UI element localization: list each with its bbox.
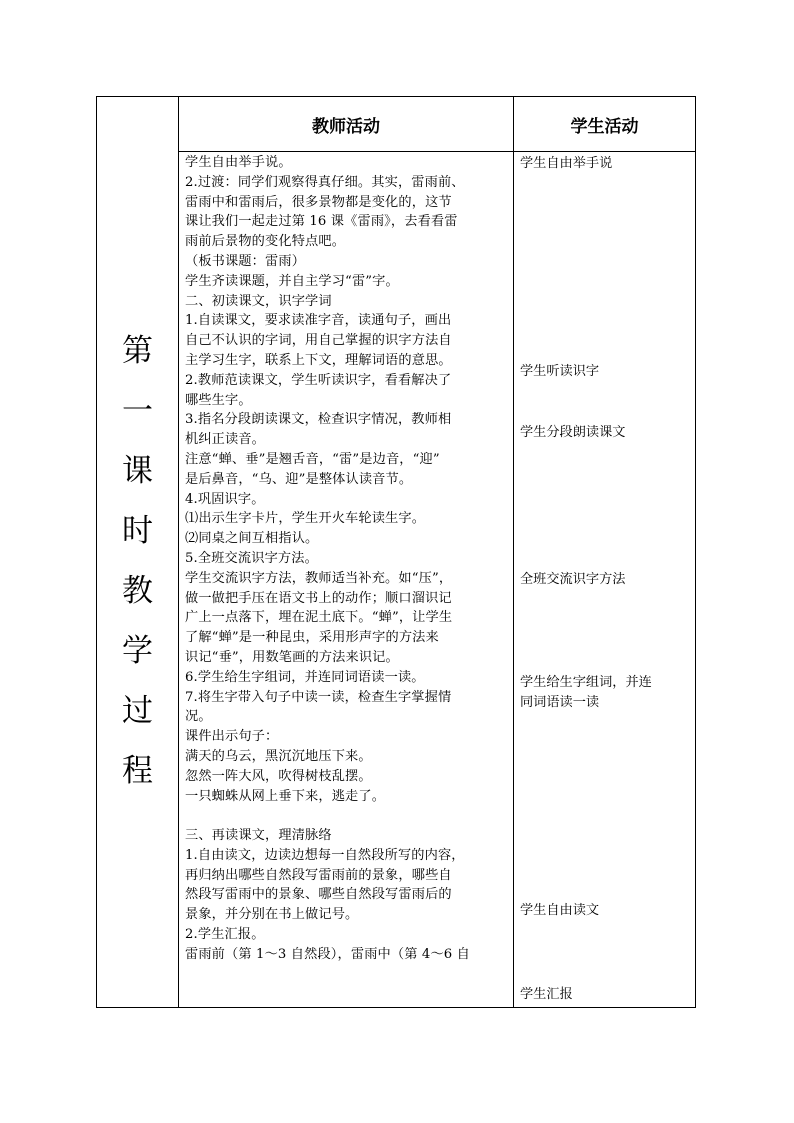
side-title-char: 时	[122, 513, 153, 549]
teacher-text-line: 学生齐读课题，并自主学习“雷”字。	[185, 273, 399, 289]
student-note-line: 全班交流识字方法	[520, 572, 626, 587]
student-note	[520, 423, 690, 443]
teacher-text-line: 了解“蝉”是一种昆虫，采用形声字的方法来	[185, 630, 439, 646]
teacher-text-line: ⑵同桌之间互相指认。	[185, 531, 319, 547]
side-title-char: 过	[122, 693, 153, 729]
teacher-text-line: 1.自由读文，边读边想每一自然段所写的内容，	[185, 847, 465, 863]
side-title	[97, 303, 178, 801]
student-note	[520, 985, 690, 1005]
teacher-text-line: 5.全班交流识字方法。	[185, 550, 318, 566]
teacher-text-line: 是后鼻音，“乌、迎”是整体认读音节。	[185, 471, 413, 487]
teacher-text-line: 一只蜘蛛从网上垂下来，逃走了。	[185, 788, 386, 804]
side-title-char: 第	[122, 333, 153, 369]
teacher-text-line: 学生交流识字方法，教师适当补充。如“压”，	[185, 570, 453, 586]
side-title-char: 课	[122, 453, 153, 489]
student-note-line: 学生汇报	[520, 987, 573, 1002]
teacher-activity-header: 教师活动	[179, 97, 514, 152]
teacher-text-line: 6.学生给生字组词，并连同词语读一读。	[185, 669, 425, 685]
table-header-row	[97, 97, 696, 152]
student-note-line: 同词语读一读	[520, 694, 600, 710]
teacher-text-line: 满天的乌云，黑沉沉地压下来。	[185, 748, 372, 764]
teacher-text-line: 雷雨前（第 1～3 自然段），雷雨中（第 4～6 自	[185, 946, 471, 962]
teacher-text-line: 况。	[185, 709, 212, 725]
side-title-char: 教	[122, 573, 153, 609]
teacher-activity-cell	[179, 152, 514, 1008]
side-title-char: 学	[122, 633, 153, 669]
teacher-text-line: ⑴出示生字卡片，学生开火车轮读生字。	[185, 511, 426, 527]
teacher-activity-text	[179, 152, 513, 1007]
teacher-text-line: 广上一点落下，埋在泥土底下。“蝉”，让学生	[185, 610, 453, 626]
teacher-text-line: 再归纳出哪些自然段写雷雨前的景象，哪些自	[185, 867, 452, 883]
teacher-text-line: 然段写雷雨中的景象、哪些自然段写雷雨后的	[185, 887, 452, 903]
teacher-text-line: 三、再读课文，理清脉络	[185, 828, 332, 844]
teacher-text-line: 雷雨中和雷雨后，很多景物都是变化的，这节	[185, 194, 452, 210]
teacher-text-line: 识记“垂”，用数笔画的方法来识记。	[185, 649, 399, 665]
student-note-line: 学生自由举手说	[520, 156, 613, 171]
side-title-char: 一	[122, 393, 153, 429]
teacher-text-line: 2.教师范读课文，学生听读识字，看看解决了	[185, 372, 452, 388]
teacher-text-line: 1.自读课文，要求读准字音，读通句子，画出	[185, 313, 452, 329]
teacher-text-line: 7.将生字带入句子中读一读，检查生字掌握情	[185, 689, 452, 705]
teacher-text-line: 2.过渡：同学们观察得真仔细。其实，雷雨前、	[185, 174, 465, 190]
teacher-text-line: 4.巩固识字。	[185, 491, 265, 507]
teacher-text-line: 做一做把手压在语文书上的动作；顺口溜识记	[185, 590, 452, 606]
student-note-line: 学生给生字组词，并连	[520, 675, 652, 690]
side-title-char: 程	[122, 753, 153, 789]
teacher-text-line: 忽然一阵大风，吹得树枝乱摆。	[185, 768, 372, 784]
lesson-plan-table	[96, 96, 696, 1008]
table-body-row	[97, 152, 696, 1008]
student-note-line: 学生自由读文	[520, 903, 600, 918]
student-note	[520, 154, 690, 174]
student-note-line: 学生分段朗读课文	[520, 425, 626, 440]
teacher-text-line: 哪些生字。	[185, 392, 252, 408]
teacher-text-line: 注意“蝉、垂”是翘舌音，“雷”是边音，“迎”	[185, 451, 440, 467]
student-note	[520, 362, 690, 382]
teacher-text-line: 学生自由举手说。	[185, 155, 292, 170]
teacher-text-line: 二、初读课文，识字学词	[185, 293, 332, 309]
teacher-text-line: 自己不认识的字词，用自己掌握的识字方法自	[185, 333, 452, 349]
teacher-text-line: 主学习生字，联系上下文，理解词语的意思。	[185, 352, 452, 368]
teacher-text-line: 3.指名分段朗读课文，检查识字情况，教师相	[185, 412, 452, 428]
teacher-text-line: 机纠正读音。	[185, 432, 266, 448]
student-note	[520, 901, 690, 921]
student-note	[520, 673, 690, 713]
student-activity-cell	[514, 152, 696, 1008]
teacher-text-line: 2.学生汇报。	[185, 927, 265, 943]
teacher-text-line: 景象，并分别在书上做记号。	[185, 907, 359, 923]
teacher-text-line: 课让我们一起走过第 16 课《雷雨》，去看看雷	[185, 214, 458, 230]
blank-line	[185, 806, 509, 826]
student-note-line: 学生听读识字	[520, 364, 600, 379]
student-activity-header: 学生活动	[514, 97, 696, 152]
teacher-text-line: 雨前后景物的变化特点吧。	[185, 234, 346, 250]
side-title-cell	[97, 97, 179, 1008]
teacher-text-line: 课件出示句子：	[185, 729, 279, 745]
student-note	[520, 570, 690, 590]
teacher-text-line: （板书课题：雷雨）	[185, 253, 306, 269]
